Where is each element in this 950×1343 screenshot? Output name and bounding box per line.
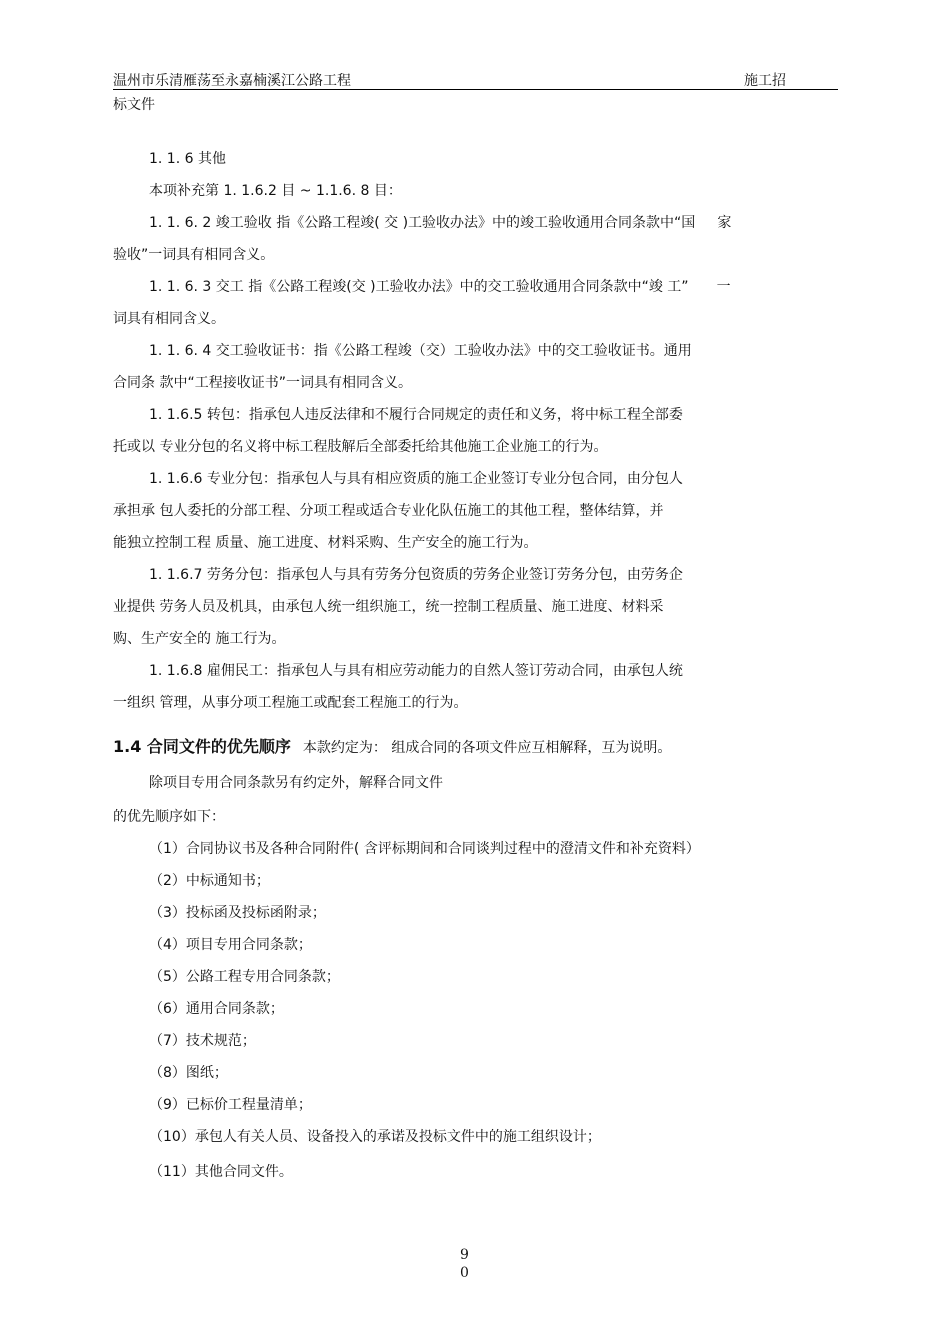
clause-1-1-6-8-line1: 1. 1.6.8 雇佣民工：指承包人与具有相应劳动能力的自然人签订劳动合同，由承包人统 [149,663,683,679]
list-item: （8）图纸； [149,1065,228,1081]
clause-text-tail: 家 [717,215,732,231]
list-item: （9）已标价工程量清单； [149,1097,312,1113]
header-doc-type: 施工招 [744,73,786,89]
section-1-4-line3: 的优先顺序如下： [113,809,225,825]
clause-heading-1-1-6: 1. 1. 6 其他 [149,151,226,167]
list-item: （1）合同协议书及各种合同附件( 含评标期间和合同谈判过程中的澄清文件和补充资料） [149,841,700,857]
clause-1-1-6-6-line2: 承担承 包人委托的分部工程、分项工程或适合专业化队伍施工的其他工程，整体结算，并 [113,503,664,519]
section-1-4-line2: 除项目专用合同条款另有约定外，解释合同文件 [149,775,443,791]
clause-intro: 本项补充第 1. 1.6.2 目 ~ 1.1.6. 8 目： [149,183,402,199]
page-number-digit: 0 [460,1265,469,1281]
clause-text: 1. 1. 6. 3 交工 指《公路工程竣(交 )工验收办法》中的交工验收通用合同条款中“竣 工” [149,279,689,295]
clause-1-1-6-3-line2: 词具有相同含义。 [113,311,225,327]
section-intro: 本款约定为： 组成合同的各项文件应互相解释，互为说明。 [302,740,672,756]
page-number-digit: 9 [460,1247,469,1263]
clause-1-1-6-5-line2: 托或以 专业分包的名义将中标工程肢解后全部委托给其他施工企业施工的行为。 [113,439,608,455]
list-item: （11）其他合同文件。 [149,1164,293,1180]
clause-1-1-6-2-line2: 验收”一词具有相同含义。 [113,247,275,263]
list-item: （10）承包人有关人员、设备投入的承诺及投标文件中的施工组织设计； [149,1129,601,1145]
section-1-4-heading-line [113,734,671,757]
list-item: （4）项目专用合同条款； [149,937,312,953]
header-doc-type-continued: 标文件 [113,97,155,113]
list-item: （5）公路工程专用合同条款； [149,969,340,985]
list-item: （2）中标通知书； [149,873,270,889]
list-item: （6）通用合同条款； [149,1001,284,1017]
clause-text: 1. 1. 6. 2 竣工验收 指《公路工程竣( 交 )工验收办法》中的竣工验收通用合同条款中“国 [149,215,696,231]
clause-1-1-6-4-line2: 合同条 款中“工程接收证书”一词具有相同含义。 [113,375,412,391]
clause-1-1-6-3-line1 [149,276,731,296]
clause-1-1-6-7-line3: 购、生产安全的 施工行为。 [113,631,286,647]
clause-1-1-6-4-line1: 1. 1. 6. 4 交工验收证书：指《公路工程竣（交）工验收办法》中的交工验收证书。通用 [149,343,692,359]
clause-1-1-6-7-line2: 业提供 劳务人员及机具，由承包人统一组织施工，统一控制工程质量、施工进度、材料采 [113,599,664,615]
clause-text-tail: 一 [716,279,731,295]
clause-1-1-6-5-line1: 1. 1.6.5 转包：指承包人违反法律和不履行合同规定的责任和义务，将中标工程全部委 [149,407,683,423]
clause-1-1-6-2-line1 [149,212,731,232]
clause-1-1-6-7-line1: 1. 1.6.7 劳务分包：指承包人与具有劳务分包资质的劳务企业签订劳务分包，由劳务企 [149,567,683,583]
section-title: 1.4 合同文件的优先顺序 [113,737,291,756]
list-item: （7）技术规范； [149,1033,256,1049]
clause-1-1-6-8-line2: 一组织 管理，从事分项工程施工或配套工程施工的行为。 [113,695,468,711]
clause-1-1-6-6-line3: 能独立控制工程 质量、施工进度、材料采购、生产安全的施工行为。 [113,535,538,551]
header-rule [113,89,838,90]
clause-1-1-6-6-line1: 1. 1.6.6 专业分包：指承包人与具有相应资质的施工企业签订专业分包合同，由分包人 [149,471,683,487]
header-project-title: 温州市乐清雁荡至永嘉楠溪江公路工程 [113,73,351,89]
list-item: （3）投标函及投标函附录； [149,905,326,921]
